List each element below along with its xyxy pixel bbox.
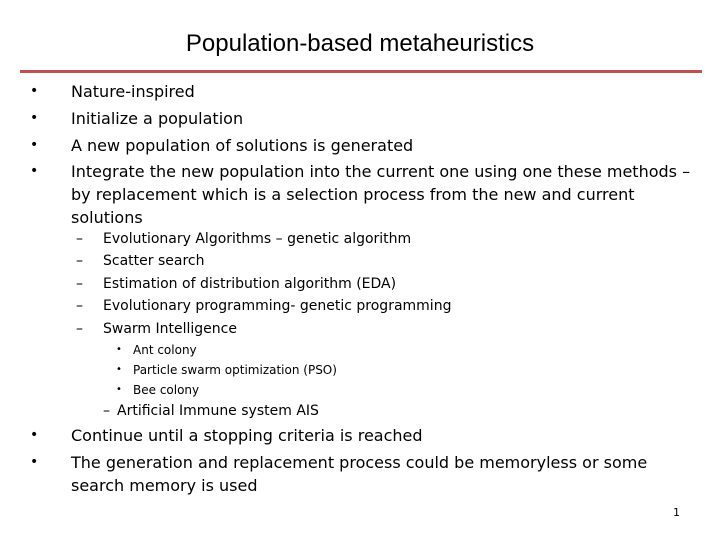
dash-icon: – bbox=[76, 321, 83, 337]
page-number: 1 bbox=[673, 506, 680, 519]
dash-icon: – bbox=[103, 403, 110, 419]
sub-bullet-text: Evolutionary Algorithms – genetic algorithm bbox=[103, 231, 412, 247]
bullet-text: A new population of solutions is generated bbox=[71, 136, 414, 155]
sub-bullet-text: Evolutionary programming- genetic programming bbox=[103, 298, 452, 314]
dash-icon: – bbox=[76, 231, 83, 247]
bullet-text: The generation and replacement process could be memoryless or some search memory is used bbox=[71, 453, 648, 495]
sub-bullet-text: Estimation of distribution algorithm (EDA) bbox=[103, 276, 397, 292]
slide-title: Population-based metaheuristics bbox=[185, 30, 535, 57]
swarm-item-text: Ant colony bbox=[133, 343, 197, 357]
bullet-text: Continue until a stopping criteria is reached bbox=[71, 426, 423, 445]
bullet-icon: • bbox=[116, 344, 122, 355]
bullet-icon: • bbox=[30, 163, 39, 179]
dash-icon: – bbox=[76, 276, 83, 292]
bullet-text: Integrate the new population into the current one using one these methods – by replacement which is a selection process from the new and current solutions bbox=[71, 162, 691, 227]
bullet-text: Nature-inspired bbox=[71, 82, 195, 101]
bullet-icon: • bbox=[116, 384, 122, 395]
dash-icon: – bbox=[76, 253, 83, 269]
bullet-text: Initialize a population bbox=[71, 109, 244, 128]
dash-icon: – bbox=[76, 298, 83, 314]
title-divider bbox=[20, 70, 702, 73]
swarm-item-text: Particle swarm optimization (PSO) bbox=[133, 363, 337, 377]
bullet-icon: • bbox=[30, 83, 39, 99]
sub-bullet-text: Artificial Immune system AIS bbox=[117, 403, 319, 419]
bullet-icon: • bbox=[30, 137, 39, 153]
sub-bullet-text: Scatter search bbox=[103, 253, 205, 269]
bullet-icon: • bbox=[30, 454, 39, 470]
sub-bullet-text: Swarm Intelligence bbox=[103, 321, 237, 337]
bullet-icon: • bbox=[30, 427, 39, 443]
swarm-item-text: Bee colony bbox=[133, 383, 200, 397]
bullet-icon: • bbox=[116, 364, 122, 375]
bullet-icon: • bbox=[30, 110, 39, 126]
